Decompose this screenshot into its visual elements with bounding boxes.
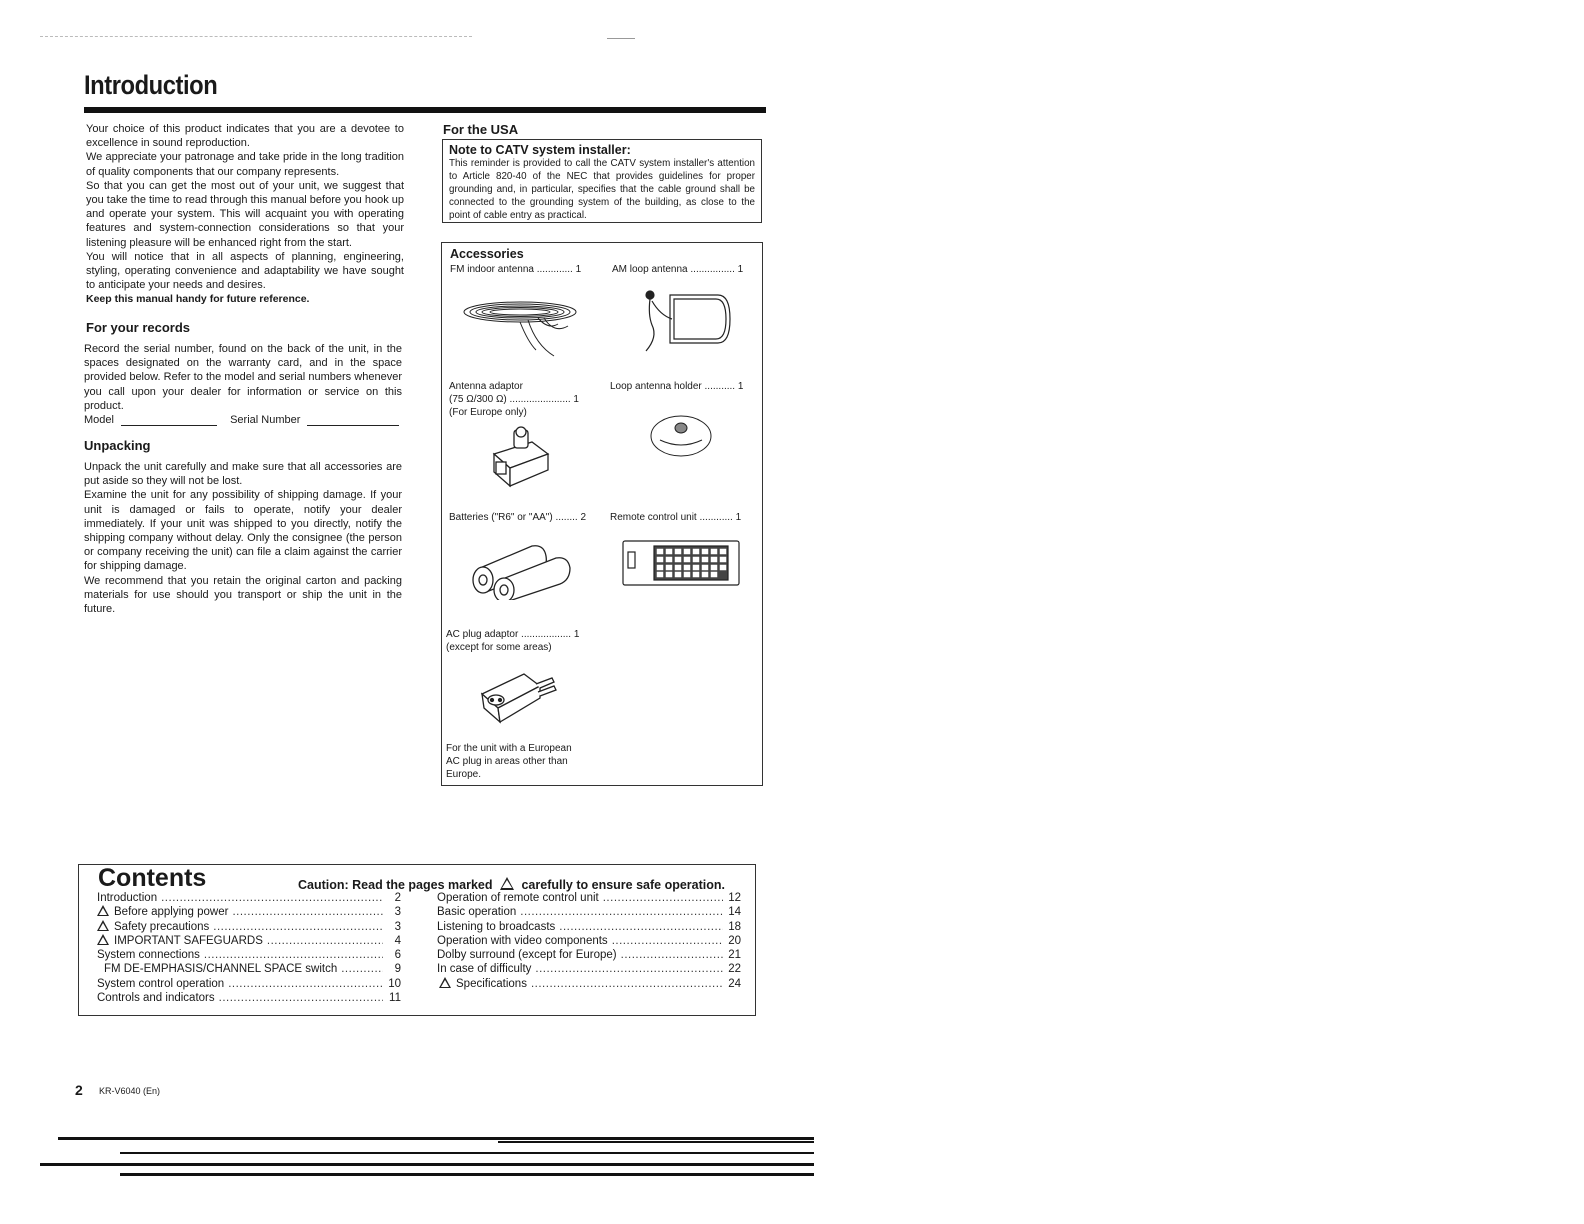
toc-item-label: Controls and indicators bbox=[97, 992, 215, 1005]
toc-item-page: 6 bbox=[394, 949, 401, 962]
remote-label: Remote control unit ............ 1 bbox=[610, 512, 742, 523]
toc-item-label: System connections bbox=[97, 949, 200, 962]
antenna-adaptor-label bbox=[449, 380, 579, 419]
toc-item[interactable] bbox=[97, 962, 401, 976]
toc-item-page: 10 bbox=[388, 977, 401, 990]
toc-leader bbox=[204, 948, 383, 962]
antenna-adaptor-line-3: (For Europe only) bbox=[449, 407, 527, 418]
toc-leader bbox=[603, 891, 723, 905]
toc-leader bbox=[232, 905, 383, 919]
page-title: Introduction bbox=[84, 70, 218, 100]
intro-paragraph: Your choice of this product indicates that you are a devotee to excellence in sound reproduction. bbox=[86, 123, 404, 150]
unpacking-paragraph: Examine the unit for any possibility of shipping damage. If your unit is damaged or fails to operate, notify your dealer immediately. If your unit was shipped to you directly, notify the shipping company without delay. Only the consignee (the person or company receiving the unit) can file a claim against the carrier for shipping damage. bbox=[84, 489, 402, 573]
page-number: 2 bbox=[75, 1082, 83, 1098]
toc-item-page: 11 bbox=[389, 992, 401, 1005]
toc-item-page: 22 bbox=[728, 963, 741, 976]
catv-note-box bbox=[442, 139, 762, 223]
title-rule bbox=[84, 107, 766, 113]
unpacking-heading: Unpacking bbox=[84, 438, 151, 453]
toc-leader bbox=[213, 920, 383, 934]
intro-section bbox=[86, 122, 404, 307]
toc-leader bbox=[219, 991, 383, 1005]
intro-bold-note: Keep this manual handy for future reference. bbox=[86, 293, 310, 306]
toc-item-page: 9 bbox=[394, 963, 401, 976]
model-code: KR-V6040 (En) bbox=[99, 1086, 161, 1096]
toc-leader bbox=[341, 962, 383, 976]
warning-icon bbox=[439, 977, 451, 988]
scan-artifact-bar bbox=[120, 1152, 814, 1154]
toc-item-label: System control operation bbox=[97, 977, 225, 990]
toc-leader bbox=[535, 962, 723, 976]
toc-item-label: Dolby surround (except for Europe) bbox=[437, 949, 617, 962]
toc-item[interactable] bbox=[437, 905, 741, 919]
toc-item[interactable] bbox=[437, 920, 741, 934]
warning-icon bbox=[500, 877, 514, 890]
ac-adaptor-line-2: (except for some areas) bbox=[446, 642, 552, 653]
toc-item-label: IMPORTANT SAFEGUARDS bbox=[114, 934, 263, 947]
european-note bbox=[446, 742, 572, 781]
warning-icon bbox=[97, 934, 109, 945]
scan-mark bbox=[607, 38, 635, 39]
toc-item-label: Listening to broadcasts bbox=[437, 920, 556, 933]
catv-note-text: This reminder is provided to call the CATV system installer's attention to Article 820-40 of the NEC that provides guidelines for proper grounding and, in particular, specifies that the cable ground shall be connected to the grounding system of the building, as close to the point of cable entry as practical. bbox=[449, 158, 755, 221]
toc-item-page: 20 bbox=[728, 934, 741, 947]
toc-leader bbox=[531, 977, 723, 991]
toc-item-page: 4 bbox=[394, 934, 401, 947]
european-note-line-3: Europe. bbox=[446, 769, 482, 780]
toc-item-label: Specifications bbox=[456, 977, 527, 990]
toc-item[interactable] bbox=[97, 948, 401, 962]
ac-plug-adaptor-illustration bbox=[474, 664, 558, 726]
toc-item[interactable] bbox=[437, 977, 741, 991]
toc-item[interactable] bbox=[97, 991, 401, 1005]
toc-item-page: 3 bbox=[394, 920, 401, 933]
unpacking-paragraph: Unpack the unit carefully and make sure that all accessories are put aside so they will not be lost. bbox=[84, 461, 402, 488]
model-serial-line bbox=[84, 414, 402, 426]
warning-icon bbox=[97, 905, 109, 916]
toc-item-page: 14 bbox=[728, 906, 741, 919]
toc-item-label: Introduction bbox=[97, 892, 158, 904]
remote-control-illustration bbox=[622, 540, 742, 588]
ac-adaptor-label bbox=[446, 628, 579, 654]
contents-title: Contents bbox=[98, 864, 207, 892]
toc-leader bbox=[612, 934, 723, 948]
toc-item[interactable] bbox=[97, 977, 401, 991]
toc-leader bbox=[267, 934, 383, 948]
scan-dashes bbox=[40, 36, 472, 37]
scan-artifact-bar bbox=[40, 1163, 814, 1166]
toc-item-label: Operation with video components bbox=[437, 934, 608, 947]
toc-item-label: Basic operation bbox=[437, 906, 517, 919]
am-antenna-label: AM loop antenna ................ 1 bbox=[612, 264, 744, 275]
toc-item-label: In case of difficulty bbox=[437, 963, 532, 976]
warning-icon bbox=[97, 920, 109, 931]
fm-antenna-illustration bbox=[458, 290, 583, 358]
ac-adaptor-line-1: AC plug adaptor .................. 1 bbox=[446, 629, 580, 640]
toc-item-page: 3 bbox=[394, 906, 401, 919]
scan-artifact-bar bbox=[498, 1141, 814, 1143]
caution-text-before: Caution: Read the pages marked bbox=[298, 878, 493, 892]
toc-leader bbox=[621, 948, 723, 962]
model-blank bbox=[121, 416, 217, 426]
toc-leader bbox=[161, 891, 383, 905]
toc-leader bbox=[520, 905, 723, 919]
loop-holder-label: Loop antenna holder ........... 1 bbox=[610, 381, 744, 392]
am-loop-antenna-illustration bbox=[640, 285, 735, 357]
toc-item[interactable] bbox=[437, 962, 741, 976]
usa-heading: For the USA bbox=[443, 122, 519, 137]
toc-item[interactable] bbox=[437, 891, 741, 905]
toc-item-page: 2 bbox=[394, 892, 401, 904]
toc-right bbox=[437, 891, 741, 991]
toc-item[interactable] bbox=[97, 905, 401, 919]
toc-item-label: FM DE-EMPHASIS/CHANNEL SPACE switch bbox=[104, 963, 338, 976]
serial-label: Serial Number bbox=[230, 414, 301, 426]
toc-item-label: Operation of remote control unit bbox=[437, 892, 599, 904]
scan-artifact-bar bbox=[120, 1173, 814, 1176]
model-label: Model bbox=[84, 414, 114, 426]
antenna-adaptor-line-2: (75 Ω/300 Ω) ...................... 1 bbox=[449, 394, 579, 405]
caution-text-after: carefully to ensure safe operation. bbox=[521, 878, 726, 892]
records-heading: For your records bbox=[86, 320, 191, 335]
records-text bbox=[84, 342, 402, 413]
toc-item[interactable] bbox=[437, 948, 741, 962]
toc-item-page: 18 bbox=[728, 920, 741, 933]
european-note-line-1: For the unit with a European bbox=[446, 743, 572, 754]
loop-holder-illustration bbox=[648, 412, 714, 462]
unpacking-paragraph: We recommend that you retain the original carton and packing materials for use should you transport or ship the unit in the future. bbox=[84, 574, 402, 616]
serial-blank bbox=[307, 416, 399, 426]
toc-item-label: Before applying power bbox=[114, 906, 229, 919]
accessories-heading: Accessories bbox=[450, 247, 524, 261]
intro-paragraph: So that you can get the most out of your unit, we suggest that you take the time to read through this manual before you hook up and operate your system. This will acquaint you with operating features and system-connection considerations so that your listening pleasure will be enhanced right from the start. bbox=[86, 179, 404, 249]
toc-leader bbox=[559, 920, 723, 934]
caution-line bbox=[298, 877, 725, 892]
fm-antenna-label: FM indoor antenna ............. 1 bbox=[450, 264, 582, 275]
records-paragraph: Record the serial number, found on the back of the unit, in the spaces designated on the warranty card, and in the space provided below. Refer to the model and serial numbers whenever you call upon your dealer for information or service on this product. bbox=[84, 343, 402, 412]
toc-item[interactable] bbox=[437, 934, 741, 948]
toc-item-page: 24 bbox=[728, 977, 741, 990]
antenna-adaptor-illustration bbox=[484, 424, 564, 490]
batteries-illustration bbox=[466, 540, 572, 600]
toc-item-label: Safety precautions bbox=[114, 920, 210, 933]
european-note-line-2: AC plug in areas other than bbox=[446, 756, 568, 767]
toc-left bbox=[97, 891, 401, 1005]
catv-note-title: Note to CATV system installer: bbox=[449, 143, 631, 157]
toc-item-page: 12 bbox=[728, 892, 741, 904]
toc-item[interactable] bbox=[97, 934, 401, 948]
toc-item[interactable] bbox=[97, 920, 401, 934]
batteries-label: Batteries ("R6" or "AA") ........ 2 bbox=[449, 512, 587, 523]
intro-paragraph: We appreciate your patronage and take pride in the long tradition of quality components that our company represents. bbox=[86, 151, 404, 178]
antenna-adaptor-line-1: Antenna adaptor bbox=[449, 381, 523, 392]
toc-item-page: 21 bbox=[728, 949, 741, 962]
intro-paragraph: You will notice that in all aspects of planning, engineering, styling, operating convenience and adaptability we have sought to anticipate your needs and desires. bbox=[86, 250, 404, 292]
scan-artifact-bar bbox=[58, 1137, 814, 1140]
unpacking-section bbox=[84, 460, 402, 616]
toc-item[interactable] bbox=[97, 891, 401, 905]
toc-leader bbox=[228, 977, 383, 991]
